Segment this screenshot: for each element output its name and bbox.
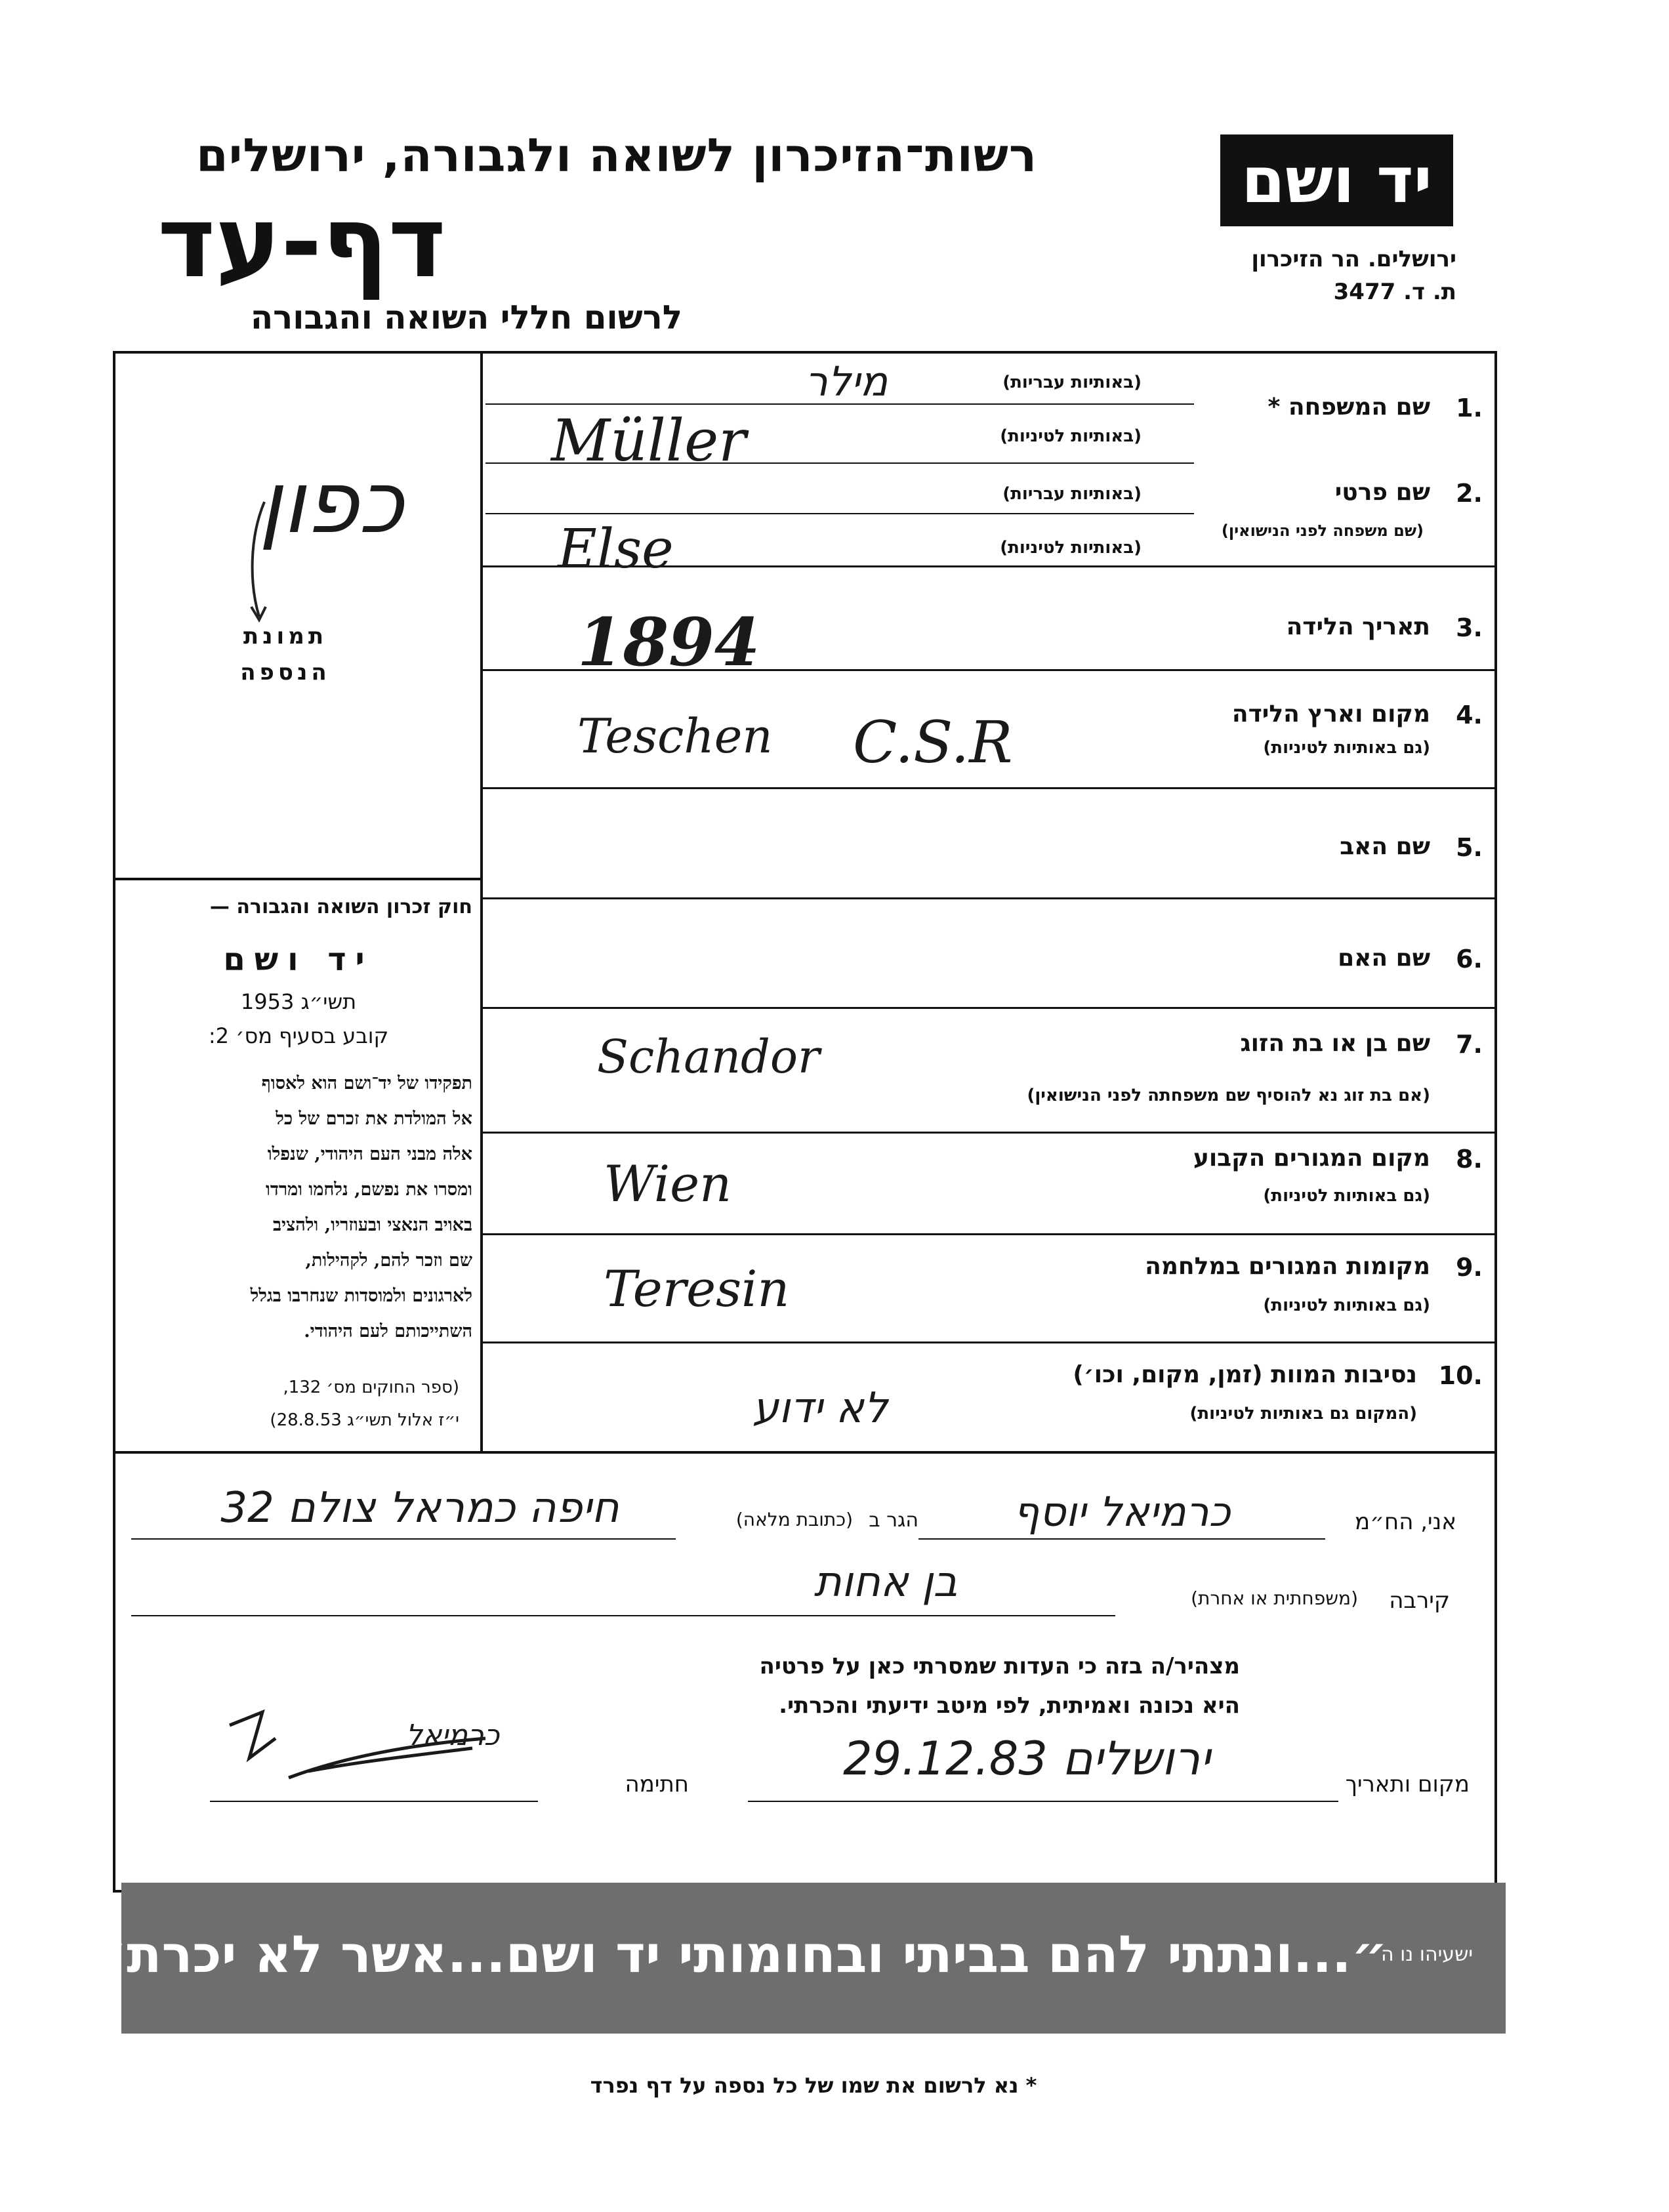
decl-name-rule	[918, 1538, 1325, 1540]
f2-lat-hint: (באותיות לטיניות)	[1000, 538, 1142, 558]
decl-place-date-label: מקום ותאריך	[1345, 1771, 1470, 1797]
f8-value: Wien	[604, 1155, 732, 1213]
decl-signature-label: חתימה	[625, 1771, 689, 1797]
footnote: * נא לרשום את שמו של כל נספה על דף נפרד	[590, 2073, 1037, 2098]
law-text	[125, 1066, 472, 1349]
row-sep-9	[482, 1342, 1497, 1343]
law-title: חוק זכרון השואה והגבורה —	[209, 895, 472, 918]
law-text-line: אל המולדת את זכרם של כל	[276, 1109, 472, 1129]
photo-label-1: תמונת	[243, 623, 328, 649]
row-sep-7	[482, 1132, 1497, 1134]
f10-number: 10.	[1438, 1361, 1483, 1390]
decl-relation-hint: (משפחתית או אחרת)	[1191, 1587, 1358, 1609]
row-sep-5	[482, 897, 1497, 899]
f8-number: 8.	[1456, 1145, 1483, 1174]
f7-sub: (אם בת זוג נא להוסיף שם משפחתה לפני הנישואין)	[1027, 1086, 1430, 1105]
left-column-divider	[480, 351, 483, 1453]
decl-relation-label: קירבה	[1389, 1587, 1450, 1614]
f4-label: מקום וארץ הלידה	[1231, 701, 1430, 727]
decl-address-rule	[131, 1538, 676, 1540]
row-sep-8	[482, 1233, 1497, 1235]
decl-relation-value: בן אחות	[814, 1558, 958, 1607]
decl-place-date-value: ירושלים 29.12.83	[843, 1732, 1210, 1786]
f9-label: מקומות המגורים במלחמה	[1145, 1253, 1430, 1280]
decl-i-value: כרמיאל יוסף	[1013, 1488, 1231, 1536]
f2-label: שם פרטי	[1334, 479, 1430, 506]
f1-number: 1.	[1456, 394, 1483, 422]
decl-place-date-rule	[748, 1801, 1338, 1802]
decl-signature-rule	[210, 1801, 538, 1802]
yad-vashem-logo	[1220, 134, 1453, 226]
form-title: דף-עד	[157, 186, 446, 300]
arrow-icon	[246, 499, 272, 623]
authority-heading: רשות־הזיכרון לשואה ולגבורה, ירושלים	[196, 129, 1038, 182]
logo-text: יד ושם	[1241, 144, 1432, 217]
decl-address-hint: (כתובת מלאה)	[735, 1509, 853, 1530]
decl-relation-rule	[131, 1615, 1115, 1616]
decl-statement-1: מצהיר/ה בזה כי העדות שמסרתי כאן על פרטיה	[759, 1653, 1240, 1679]
f3-value: 1894	[577, 604, 760, 681]
f2-lat-value: Else	[558, 518, 674, 581]
f10-label: נסיבות המוות (זמן, מקום, וכו׳)	[1073, 1361, 1417, 1388]
f2-sub: (שם משפחה לפני הנישואין)	[1221, 522, 1424, 540]
banner-quote: ״...ונתתי להם בביתי ובחומותי יד ושם...אשר לא יכרת״	[90, 1925, 1388, 1984]
law-year: תשי״ג 1953	[240, 989, 357, 1014]
quote-banner	[90, 1883, 1506, 2034]
f5-label: שם האב	[1340, 833, 1430, 860]
f7-number: 7.	[1456, 1030, 1483, 1059]
decl-resides-label: הגר ב	[869, 1509, 918, 1532]
law-text-line: אלה מבני העם היהודי, שנפלו	[267, 1144, 472, 1164]
law-section: קובע בסעיף מס׳ 2:	[208, 1023, 389, 1048]
f1-heb-value: מילר	[804, 358, 888, 405]
law-ref-1: (ספר החוקים מס׳ 132,	[283, 1378, 459, 1397]
law-text-line: לארגונים ולמוסדות שנחרבו בגלל	[250, 1286, 472, 1306]
photo-box-handwriting: כפון	[258, 453, 404, 552]
law-text-line: תפקידו של יד־ושם הוא לאסוף	[261, 1073, 472, 1094]
photo-label-2: הנספה	[240, 659, 331, 686]
law-ref-2: י״ז אלול תשי״ג 28.8.53)	[270, 1410, 459, 1430]
f9-sub: (גם באותיות לטיניות)	[1263, 1296, 1430, 1315]
decl-i-label: אני, הח״מ	[1355, 1509, 1456, 1535]
f4-value-b: C.S.R	[853, 708, 1013, 776]
f9-number: 9.	[1456, 1253, 1483, 1282]
f9-value: Teresin	[604, 1260, 790, 1318]
table-bottom-rule	[113, 1451, 1497, 1454]
f4-number: 4.	[1456, 701, 1483, 729]
law-text-line: שם וזכר להם, לקהילות,	[305, 1250, 472, 1271]
address-line1: ירושלים. הר הזיכרון	[1251, 246, 1456, 272]
banner-source: ישעיהו נו ה	[1380, 1943, 1473, 1966]
f1-label: שם המשפחה *	[1267, 394, 1430, 420]
row-sep-4	[482, 787, 1497, 789]
row-sep-6	[482, 1007, 1497, 1009]
form-subtitle: לרשום חללי השואה והגבורה	[250, 298, 682, 337]
law-text-line: ומסרו את נפשם, נלחמו ומרדו	[265, 1179, 472, 1200]
decl-signature-value: כרמיאל	[405, 1719, 500, 1752]
f2-heb-rule	[485, 513, 1194, 514]
decl-address-value: חיפה כמראל צולם 32	[220, 1484, 619, 1532]
law-text-line: השתייכותם לעם היהודי.	[304, 1321, 472, 1342]
f6-label: שם האם	[1338, 945, 1430, 972]
f10-sub: (המקום גם באותיות לטיניות)	[1189, 1404, 1417, 1423]
f2-heb-hint: (באותיות עבריות)	[1002, 484, 1142, 504]
law-name: יד ושם	[223, 941, 374, 978]
f4-value-a: Teschen	[577, 708, 773, 764]
f3-number: 3.	[1456, 613, 1483, 642]
f7-value: Schandor	[597, 1030, 820, 1084]
f3-label: תאריך הלידה	[1286, 613, 1430, 640]
f7-label: שם בן או בת הזוג	[1240, 1030, 1430, 1057]
f1-heb-hint: (באותיות עבריות)	[1002, 373, 1142, 392]
f8-label: מקום המגורים הקבוע	[1193, 1145, 1430, 1172]
f5-number: 5.	[1456, 833, 1483, 862]
f6-number: 6.	[1456, 945, 1483, 973]
f4-sub: (גם באותיות לטיניות)	[1263, 738, 1430, 758]
address-line2: ת. ד. 3477	[1333, 279, 1456, 305]
law-text-line: באויב הנאצי ובעוזריו, ולהציב	[272, 1215, 472, 1235]
f1-lat-value: Müller	[551, 407, 747, 474]
f8-sub: (גם באותיות לטיניות)	[1263, 1186, 1430, 1206]
f2-number: 2.	[1456, 479, 1483, 508]
f10-value: לא ידוע	[752, 1384, 888, 1433]
photo-law-divider	[113, 878, 482, 880]
f1-lat-hint: (באותיות לטיניות)	[1000, 426, 1142, 446]
decl-statement-2: היא נכונה ואמיתית, לפי מיטב ידיעתי והכרתי.	[779, 1692, 1240, 1719]
